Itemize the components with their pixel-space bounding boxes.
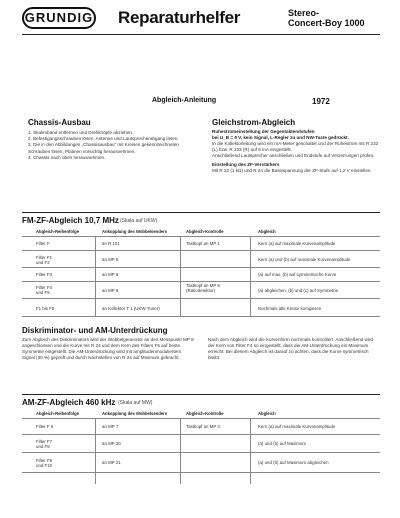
table-rule — [22, 472, 380, 473]
am-row-1-order: Filter F7 und F8 — [36, 439, 53, 450]
table-rule — [22, 316, 380, 317]
fm-row-0-order: Filter F — [36, 241, 50, 246]
table-divider — [95, 236, 96, 316]
gleichstrom-subtitle: Ruhestromeinstellung der Gegentaktendstufen — [212, 129, 315, 134]
model-name — [288, 8, 365, 28]
table-divider — [180, 236, 181, 316]
gleichstrom-line: Anschließend Lautsprecher anschließen und Endstufe auf Verzerrungen prüfen. — [212, 153, 375, 158]
gleichstrom-line: Mit R 22 (1 kΩ) und R 24 die Basisspannung der ZF-Stufe auf 1,2 V einstellen. — [212, 168, 372, 173]
am-title: AM-ZF-Abgleich 460 kHz — [22, 398, 116, 407]
gleichstrom-line: bei U_B = 9 V, kein Signal, L-Regler zu und NW-Taste gedrückt. — [212, 135, 349, 140]
am-note: (Skala auf MW) — [118, 400, 153, 406]
am-row-0-adjust: Kern (a) auf maximale Kurvenamplitude — [258, 424, 336, 429]
fm-row-0-control: Tastkopf an MP 1 — [186, 241, 220, 246]
model-line-2: Concert-Boy 1000 — [288, 18, 365, 28]
fm-row-3-order: Filter F4 und F5 — [36, 285, 53, 296]
am-row-2-order: Filter F9 und F10 — [36, 458, 53, 469]
fm-header-order: Abgleich-Reihenfolge — [36, 229, 80, 234]
fm-header-adjust: Abgleich — [258, 229, 276, 234]
brand-logo — [22, 7, 96, 29]
gleichstrom-title: Gleichstrom-Abgleich — [212, 118, 296, 127]
fm-row-4-coupling: an Kollektor T 1 (UKW-Tuner) — [102, 306, 160, 311]
fm-row-4-adjust: Nochmals alle Kreise korrigieren — [258, 306, 322, 311]
document-title: Reparaturhelfer — [118, 8, 241, 27]
chassis-item: 4. Chassis nach oben herausnehmen. — [28, 154, 106, 160]
am-header-adjust: Abgleich — [258, 411, 276, 416]
table-divider — [95, 418, 96, 484]
gleichstrom-line: In die Kollektorleitung wird ein mA-Meter geschaltet und der Ruhestrom mit R 232 (L) bzw. R 233 (R) auf 6 mA eingestellt. — [212, 141, 379, 152]
am-row-2-coupling: an MP 21 — [102, 460, 121, 465]
am-rule — [22, 394, 380, 395]
brand-logo-text: GRUNDIG — [24, 10, 94, 25]
diskriminator-right-text: Nach dem Abgleich wird die Kurvenform nochmals kontrolliert. Anschließend wird der Kern von Filter F4 so eingestellt, dass die AM-Unterdrückung ein Maximum erreicht. Bei diesem Abgleich ist darauf zu achten, dass die Kurve symmetrisch bleibt. — [208, 337, 373, 360]
fm-note: (Skala auf UKW) — [120, 218, 158, 224]
table-rule — [22, 236, 380, 237]
gleichstrom-line: Einstellung des ZF-Verstärkers — [212, 162, 280, 167]
fm-row-2-adjust: (a) auf max. (b) auf symmetrische Kurve — [258, 272, 337, 277]
year: 1972 — [312, 97, 330, 106]
am-row-1-coupling: an MP 20 — [102, 441, 121, 446]
chassis-item: 3. Die in den Abbildungen „Chassisausbau“ mit Kreisen gekennzeichneten Schrauben lösen, Platinen vorsichtig herausnehmen. — [28, 142, 179, 154]
table-rule — [22, 418, 380, 419]
chassis-list — [28, 130, 188, 161]
fm-row-1-coupling: an MP 5 — [102, 257, 119, 262]
section-title-abgleich: Abgleich-Anleitung — [152, 97, 217, 104]
fm-row-0-adjust: Kern (a) auf maximale Kurvenamplitude — [258, 241, 336, 246]
fm-row-2-coupling: an MP 6 — [102, 272, 119, 277]
am-row-0-control: Tastkopf an MP 3 — [186, 424, 220, 429]
chassis-title: Chassis-Ausbau — [28, 118, 91, 127]
chassis-item: 2. Befestigungsschrauben lösen, Antenne und Lautsprecherabgang lösen. — [28, 136, 179, 142]
fm-row-3-control: Tastkopf an MP 9 (Ratiodetektor) — [186, 283, 220, 294]
am-row-0-order: Filter F 6 — [36, 424, 54, 429]
table-rule — [22, 250, 380, 251]
table-rule — [22, 434, 380, 435]
header-rule — [22, 34, 380, 35]
gleichstrom-text — [212, 135, 382, 174]
fm-row-3-adjust: (a) abgleichen, (b) und (c) auf Symmetrie — [258, 288, 339, 293]
chassis-item: 1. Skalenband entfernen und Drehknöpfe abziehen. — [28, 130, 134, 135]
fm-row-0-coupling: an R 101 — [102, 241, 120, 246]
fm-rule — [22, 212, 380, 213]
fm-header-control: Abgleich-Kontrolle — [186, 229, 224, 234]
diskriminator-title: Diskriminator- und AM-Unterdrückung — [22, 326, 168, 335]
am-row-1-adjust: (a) und (b) auf Maximum — [258, 441, 307, 446]
am-header-coupling: Ankopplung des Wobbelsenders — [102, 411, 168, 416]
fm-row-3-coupling: an MP 8 — [102, 288, 119, 293]
am-row-2-adjust: (a) und (b) auf Maximum abgleichen — [258, 460, 329, 465]
am-row-0-coupling: an MP 7 — [102, 424, 119, 429]
table-rule — [22, 267, 380, 268]
table-divider — [250, 236, 251, 316]
am-header-order: Abgleich-Reihenfolge — [36, 411, 80, 416]
table-rule — [22, 452, 380, 453]
fm-row-2-order: Filter F3 — [36, 272, 53, 277]
fm-header-coupling: Ankopplung des Wobbelsenders — [102, 229, 168, 234]
fm-row-1-order: Filter F1 und F2 — [36, 255, 53, 266]
diskriminator-left-text: Zum Abgleich des Diskriminators wird der Wobbelgenerator an den Messpunkt MP 8 angeschlossen und die Kurve mit R 24 und dem Kern des Filters F5 auf beste Symmetrie eingestellt. Die AM-Unterdrückung wird mit amplitudenmoduliertem Signal (30 %) geprüft und durch Nachstellen von R 24 auf Minimum gebracht. — [22, 337, 194, 360]
fm-row-4-order: F1 bis F5 — [36, 306, 55, 311]
fm-title: FM-ZF-Abgleich 10,7 MHz — [22, 216, 119, 225]
fm-row-1-adjust: Kern (a) und (b) auf maximale Kurvenamplitude — [258, 257, 351, 262]
table-rule — [22, 281, 380, 282]
table-rule — [22, 298, 380, 299]
model-line-1: Stereo- — [288, 8, 320, 18]
table-divider — [250, 418, 251, 484]
table-divider — [180, 418, 181, 484]
am-header-control: Abgleich-Kontrolle — [186, 411, 224, 416]
